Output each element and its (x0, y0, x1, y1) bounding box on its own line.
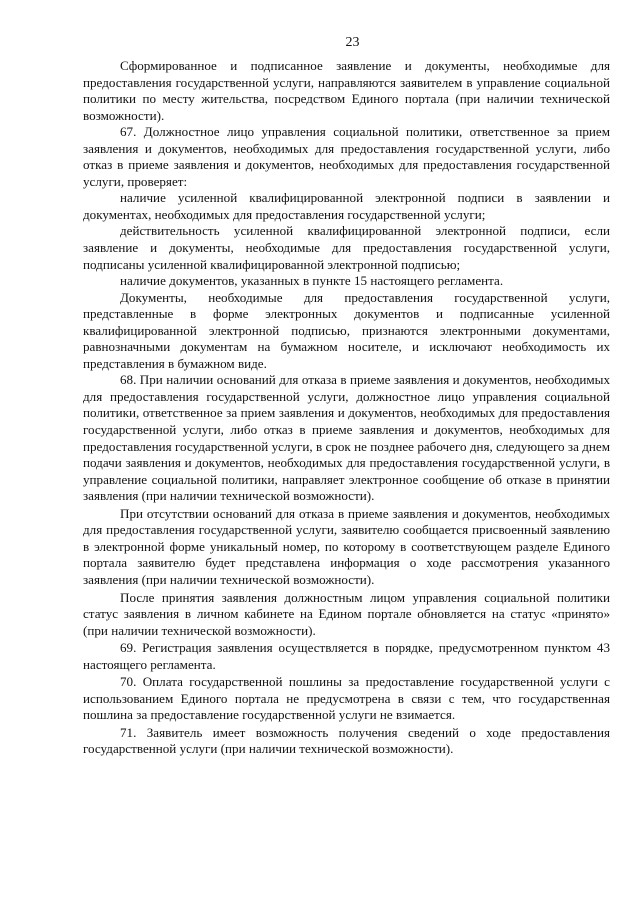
paragraph-item-69: 69. Регистрация заявления осуществляется в порядке, предусмотренном пунктом 43 настоящего регламента. (83, 640, 610, 672)
paragraph-status-update: После принятия заявления должностным лицом управления социальной политики статус заявления в личном кабинете на Едином портале обновляется на статус «принято» (при наличии технической возможности). (83, 589, 610, 638)
paragraph-check-validity: действительность усиленной квалифицированной электронной подписи, если заявление и документы, необходимые для предоставления государственной услуги, подписаны усиленной квалифицированной электронной подписью; (83, 223, 610, 272)
paragraph-item-68: 68. При наличии оснований для отказа в приеме заявления и документов, необходимых для предоставления государственной услуги, должностное лицо управления социальной политики, ответственное за прием заявления и документов, необходимых для предоставления государственной услуги, либо отказ в приеме заявления и документов, необходимых для предоставления государственной услуги, в срок не позднее рабочего дня, следующего за днем подачи заявления и документов, необходимых для предоставления государственной услуги, в управление социальной политики, направляет электронное сообщение об отказе в принятии заявления (при наличии технической возможности). (83, 372, 610, 504)
paragraph-check-signature: наличие усиленной квалифицированной электронной подписи в заявлении и документах, необходимых для предоставления государственной услуги; (83, 190, 610, 222)
paragraph-check-documents: наличие документов, указанных в пункте 15 настоящего регламента. (120, 273, 504, 289)
paragraph-no-grounds: При отсутствии оснований для отказа в приеме заявления и документов, необходимых для предоставления государственной услуги, заявителю сообщается присвоенный заявлению в электронной форме уникальный номер, по которому в соответствующем разделе Единого портала заявителю будет представлена информация о ходе рассмотрения указанного заявления (при наличии технической возможности). (83, 505, 610, 587)
paragraph-item-67: 67. Должностное лицо управления социальной политики, ответственное за прием заявления и документов, необходимых для предоставления государственной услуги, либо отказ в приеме заявления и документов, необходимых для предоставления государственной услуги, проверяет: (83, 124, 610, 189)
paragraph-electronic-documents: Документы, необходимые для предоставления государственной услуги, представленные в форме электронных документов и подписанные усиленной квалифицированной электронной подписью, признаются электронными документами, равнозначными документам на бумажном носителе, и исключают необходимость их представления в бумажном виде. (83, 289, 610, 371)
paragraph-item-70: 70. Оплата государственной пошлины за предоставление государственной услуги с использованием Единого портала не предусмотрена в связи с тем, что государственная пошлина за предоставление государственной услуги не взимается. (83, 674, 610, 723)
page-number: 23 (345, 35, 360, 50)
paragraph-submission: Сформированное и подписанное заявление и документы, необходимые для предоставления государственной услуги, направляются заявителем в управление социальной политики по месту жительства, посредством Единого портала (при наличии технической возможности). (83, 58, 610, 123)
paragraph-item-71: 71. Заявитель имеет возможность получения сведений о ходе предоставления государственной услуги (при наличии технической возможности). (83, 724, 610, 757)
